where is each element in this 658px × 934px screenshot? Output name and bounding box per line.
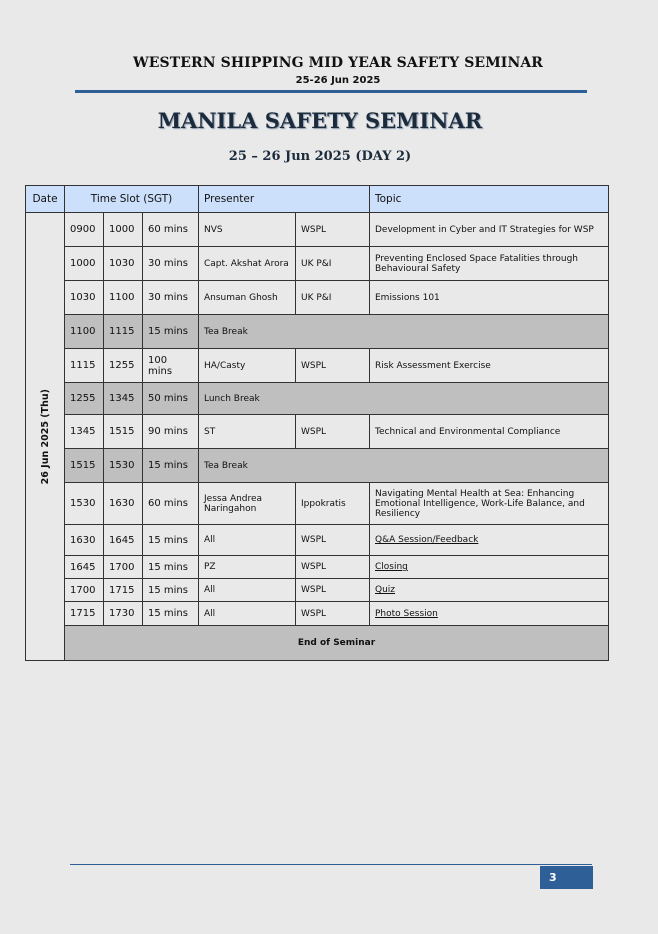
start-time: 1700 [65,579,104,602]
start-time: 1030 [65,281,104,315]
end-time: 1715 [104,579,143,602]
table-row [26,213,609,247]
duration: 60 mins [143,213,199,247]
end-time: 1700 [104,556,143,579]
start-time: 1255 [65,383,104,415]
end-of-seminar: End of Seminar [65,626,609,661]
header-topic: Topic [370,186,609,213]
presenter: All [199,525,296,556]
start-time: 0900 [65,213,104,247]
table-row [26,483,609,525]
end-time: 1100 [104,281,143,315]
presenter: Ansuman Ghosh [199,281,296,315]
table-row [26,602,609,626]
start-time: 1630 [65,525,104,556]
break-row [26,449,609,483]
topic-link[interactable]: Q&A Session/Feedback [375,535,479,545]
header-subtitle: 25-26 Jun 2025 [295,75,381,86]
schedule-table [25,185,609,661]
duration: 15 mins [143,525,199,556]
footer-divider [70,864,592,865]
start-time: 1000 [65,247,104,281]
topic [370,556,609,579]
presenter: PZ [199,556,296,579]
header-date: Date [26,186,65,213]
presenter: Jessa Andrea Naringahon [199,483,296,525]
start-time: 1715 [65,602,104,626]
end-time: 1000 [104,213,143,247]
break-label: Lunch Break [199,383,609,415]
start-time: 1530 [65,483,104,525]
duration: 30 mins [143,281,199,315]
organization: UK P&I [296,247,370,281]
duration: 50 mins [143,383,199,415]
topic [370,602,609,626]
date-cell [26,213,65,661]
presenter: Capt. Akshat Arora [199,247,296,281]
organization: WSPL [296,415,370,449]
topic-link[interactable]: Photo Session [375,608,438,619]
break-row [26,315,609,349]
end-time: 1630 [104,483,143,525]
start-time: 1515 [65,449,104,483]
break-label: Tea Break [199,449,609,483]
start-time: 1115 [65,349,104,383]
table-row [26,525,609,556]
organization: WSPL [296,556,370,579]
break-label: Tea Break [199,315,609,349]
start-time: 1100 [65,315,104,349]
table-row [26,579,609,602]
organization: WSPL [296,525,370,556]
topic: Risk Assessment Exercise [370,349,609,383]
end-time: 1530 [104,449,143,483]
topic: Preventing Enclosed Space Fatalities through Behavioural Safety [370,247,609,281]
end-time: 1345 [104,383,143,415]
presenter: HA/Casty [199,349,296,383]
topic: Technical and Environmental Compliance [370,415,609,449]
duration: 15 mins [143,602,199,626]
page-subtitle: 25 – 26 Jun 2025 (DAY 2) [228,149,412,164]
duration: 15 mins [143,449,199,483]
page-number: 3 [540,866,593,889]
header-presenter: Presenter [199,186,370,213]
duration: 15 mins [143,315,199,349]
break-row [26,383,609,415]
topic-link[interactable]: Closing [375,562,408,572]
start-time: 1645 [65,556,104,579]
end-time: 1645 [104,525,143,556]
table-row [26,556,609,579]
presenter: ST [199,415,296,449]
duration: 60 mins [143,483,199,525]
organization: WSPL [296,349,370,383]
topic: Navigating Mental Health at Sea: Enhancing Emotional Intelligence, Work-Life Balance, and Resiliency [370,483,609,525]
end-time: 1515 [104,415,143,449]
organization: UK P&I [296,281,370,315]
presenter: All [199,602,296,626]
table-row [26,415,609,449]
topic: Development in Cyber and IT Strategies for WSP [370,213,609,247]
header-title: WESTERN SHIPPING MID YEAR SAFETY SEMINAR [132,55,544,71]
topic: Emissions 101 [370,281,609,315]
table-row [26,349,609,383]
duration: 30 mins [143,247,199,281]
duration: 90 mins [143,415,199,449]
organization: Ippokratis [296,483,370,525]
header-time-slot: Time Slot (SGT) [65,186,199,213]
presenter: All [199,579,296,602]
end-time: 1255 [104,349,143,383]
end-row [26,626,609,661]
end-time: 1030 [104,247,143,281]
organization: WSPL [296,213,370,247]
organization: WSPL [296,602,370,626]
duration: 15 mins [143,579,199,602]
presenter: NVS [199,213,296,247]
table-row [26,281,609,315]
topic [370,579,609,602]
duration: 15 mins [143,556,199,579]
header-divider [75,90,587,93]
table-row [26,247,609,281]
organization: WSPL [296,579,370,602]
start-time: 1345 [65,415,104,449]
topic [370,525,609,556]
page-title: MANILA SAFETY SEMINAR [157,108,483,133]
end-time: 1730 [104,602,143,626]
end-time: 1115 [104,315,143,349]
duration: 100 mins [143,349,199,383]
table-header-row [26,186,609,213]
date-label: 26 Jun 2025 (Thu) [39,388,51,485]
topic-link[interactable]: Quiz [375,585,396,595]
